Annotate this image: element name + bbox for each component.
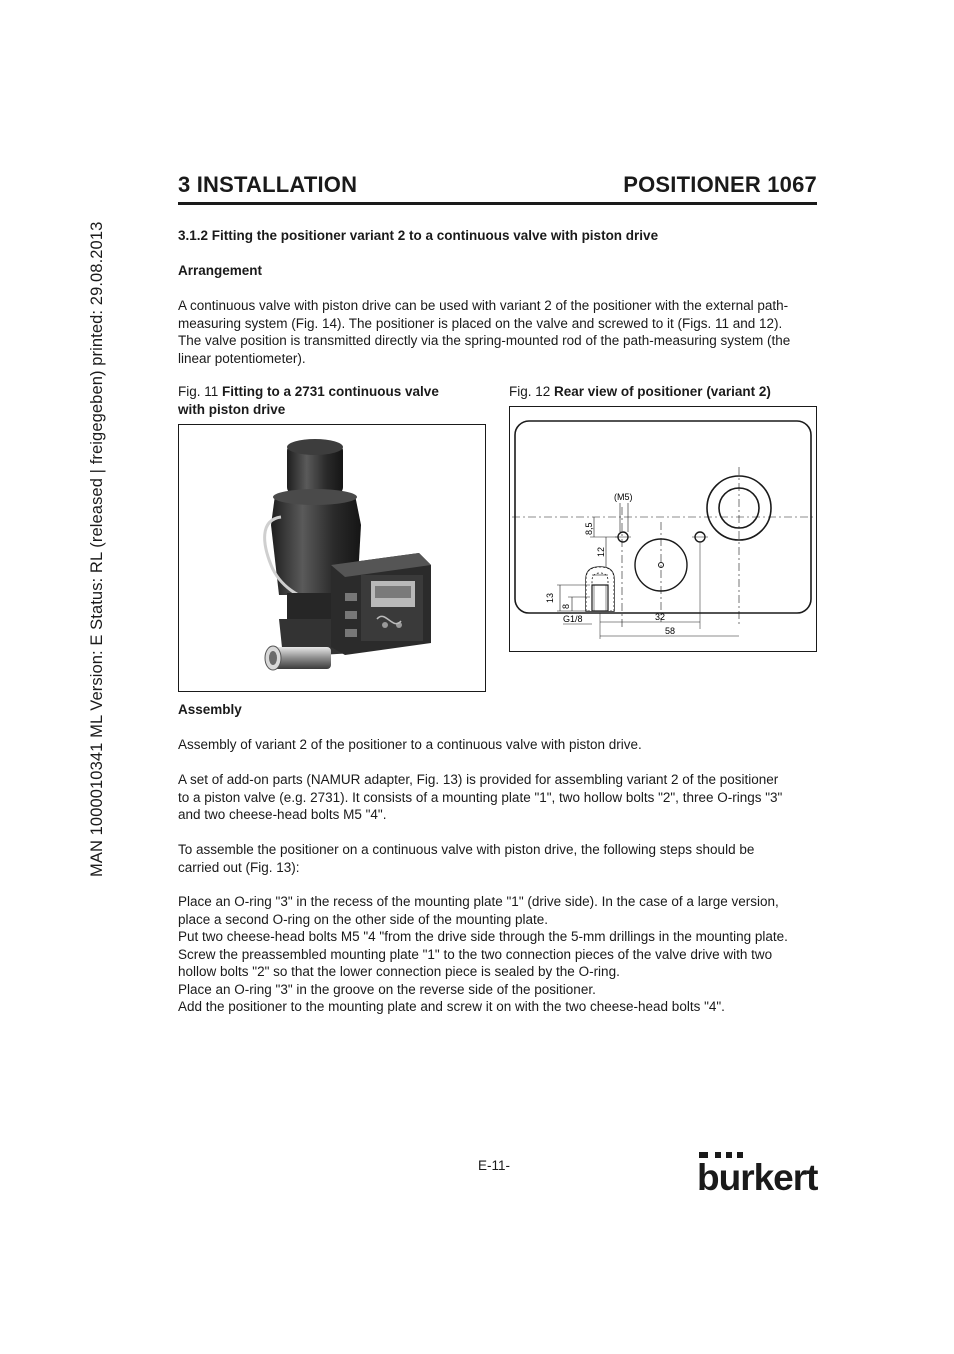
page-header bbox=[178, 172, 817, 206]
section-title: 3.1.2 Fitting the positioner variant 2 to a continuous valve with piston drive bbox=[178, 228, 659, 243]
page-number: E-11- bbox=[478, 1158, 511, 1173]
step-line: Screw the preassembled mounting plate "1" to the two connection pieces of the valve drive with two bbox=[178, 946, 773, 962]
steps-intro-paragraph: To assemble the positioner on a continuous valve with piston drive, the following steps should be carried out (Fig. 13): bbox=[178, 842, 755, 875]
arrangement-paragraph: A continuous valve with piston drive can be used with variant 2 of the positioner with the external path- measuring system (Fig. 14). The positioner is placed on the valve and screwed to it (Figs. 11 and 12). The valve position is transmitted directly via the spring-mounted rod of the path-measuring system (the linear potentiometer). bbox=[178, 298, 791, 366]
arrangement-heading: Arrangement bbox=[178, 263, 263, 278]
fig11-caption: Fig. 11 Fitting to a 2731 continuous valve with piston drive bbox=[178, 384, 439, 417]
burkert-logo bbox=[697, 1150, 819, 1195]
assembly-steps bbox=[178, 893, 818, 1016]
add-on-parts-paragraph: A set of add-on parts (NAMUR adapter, Fig. 13) is provided for assembling variant 2 of the positioner to a piston valve (e.g. 2731). It consists of a mounting plate "1", two hollow bolts "2", three O-rings "3" and two cheese-head bolts M5 "4". bbox=[178, 772, 783, 822]
step-line: hollow bolts "2" so that the lower connection piece is sealed by the O-ring. bbox=[178, 964, 620, 979]
document-status-vertical: MAN 1000010341 ML Version: E Status: RL (released | freigegeben) printed: 29.08.2013 bbox=[88, 221, 106, 877]
assembly-heading: Assembly bbox=[178, 702, 242, 717]
assembly-intro: Assembly of variant 2 of the positioner to a continuous valve with piston drive. bbox=[178, 737, 642, 752]
label-g1-8: G1/8 bbox=[563, 614, 583, 624]
step-line: Put two cheese-head bolts M5 "4 "from the drive side through the 5-mm drillings in the mounting plate. bbox=[178, 929, 788, 944]
svg-text:burkert: burkert bbox=[697, 1157, 818, 1195]
fig12-drawing-frame bbox=[509, 406, 817, 652]
product-title: POSITIONER 1067 bbox=[623, 172, 817, 197]
label-8-5: 8,5 bbox=[584, 522, 594, 535]
rear-view-drawing bbox=[510, 407, 816, 651]
header-rule bbox=[178, 202, 817, 205]
step-line: Add the positioner to the mounting plate and screw it on with the two cheese-head bolts "4". bbox=[178, 999, 725, 1014]
chapter-title: 3 INSTALLATION bbox=[178, 172, 358, 197]
step-line: place a second O-ring on the other side of the mounting plate. bbox=[178, 911, 548, 927]
valve-positioner-photo bbox=[179, 425, 485, 691]
step-line: Place an O-ring "3" in the groove on the reverse side of the positioner. bbox=[178, 981, 596, 997]
step-line: Place an O-ring "3" in the recess of the mounting plate "1" (drive side). In the case of a large version, bbox=[178, 894, 779, 909]
fig12-caption: Fig. 12 Rear view of positioner (variant 2) bbox=[509, 384, 771, 399]
fig11-photo-frame bbox=[178, 424, 486, 692]
label-m5: (M5) bbox=[614, 492, 633, 502]
label-13: 13 bbox=[545, 592, 555, 603]
label-12: 12 bbox=[596, 546, 606, 557]
label-32: 32 bbox=[655, 612, 666, 622]
label-8: 8 bbox=[561, 603, 571, 609]
label-58: 58 bbox=[665, 626, 676, 636]
